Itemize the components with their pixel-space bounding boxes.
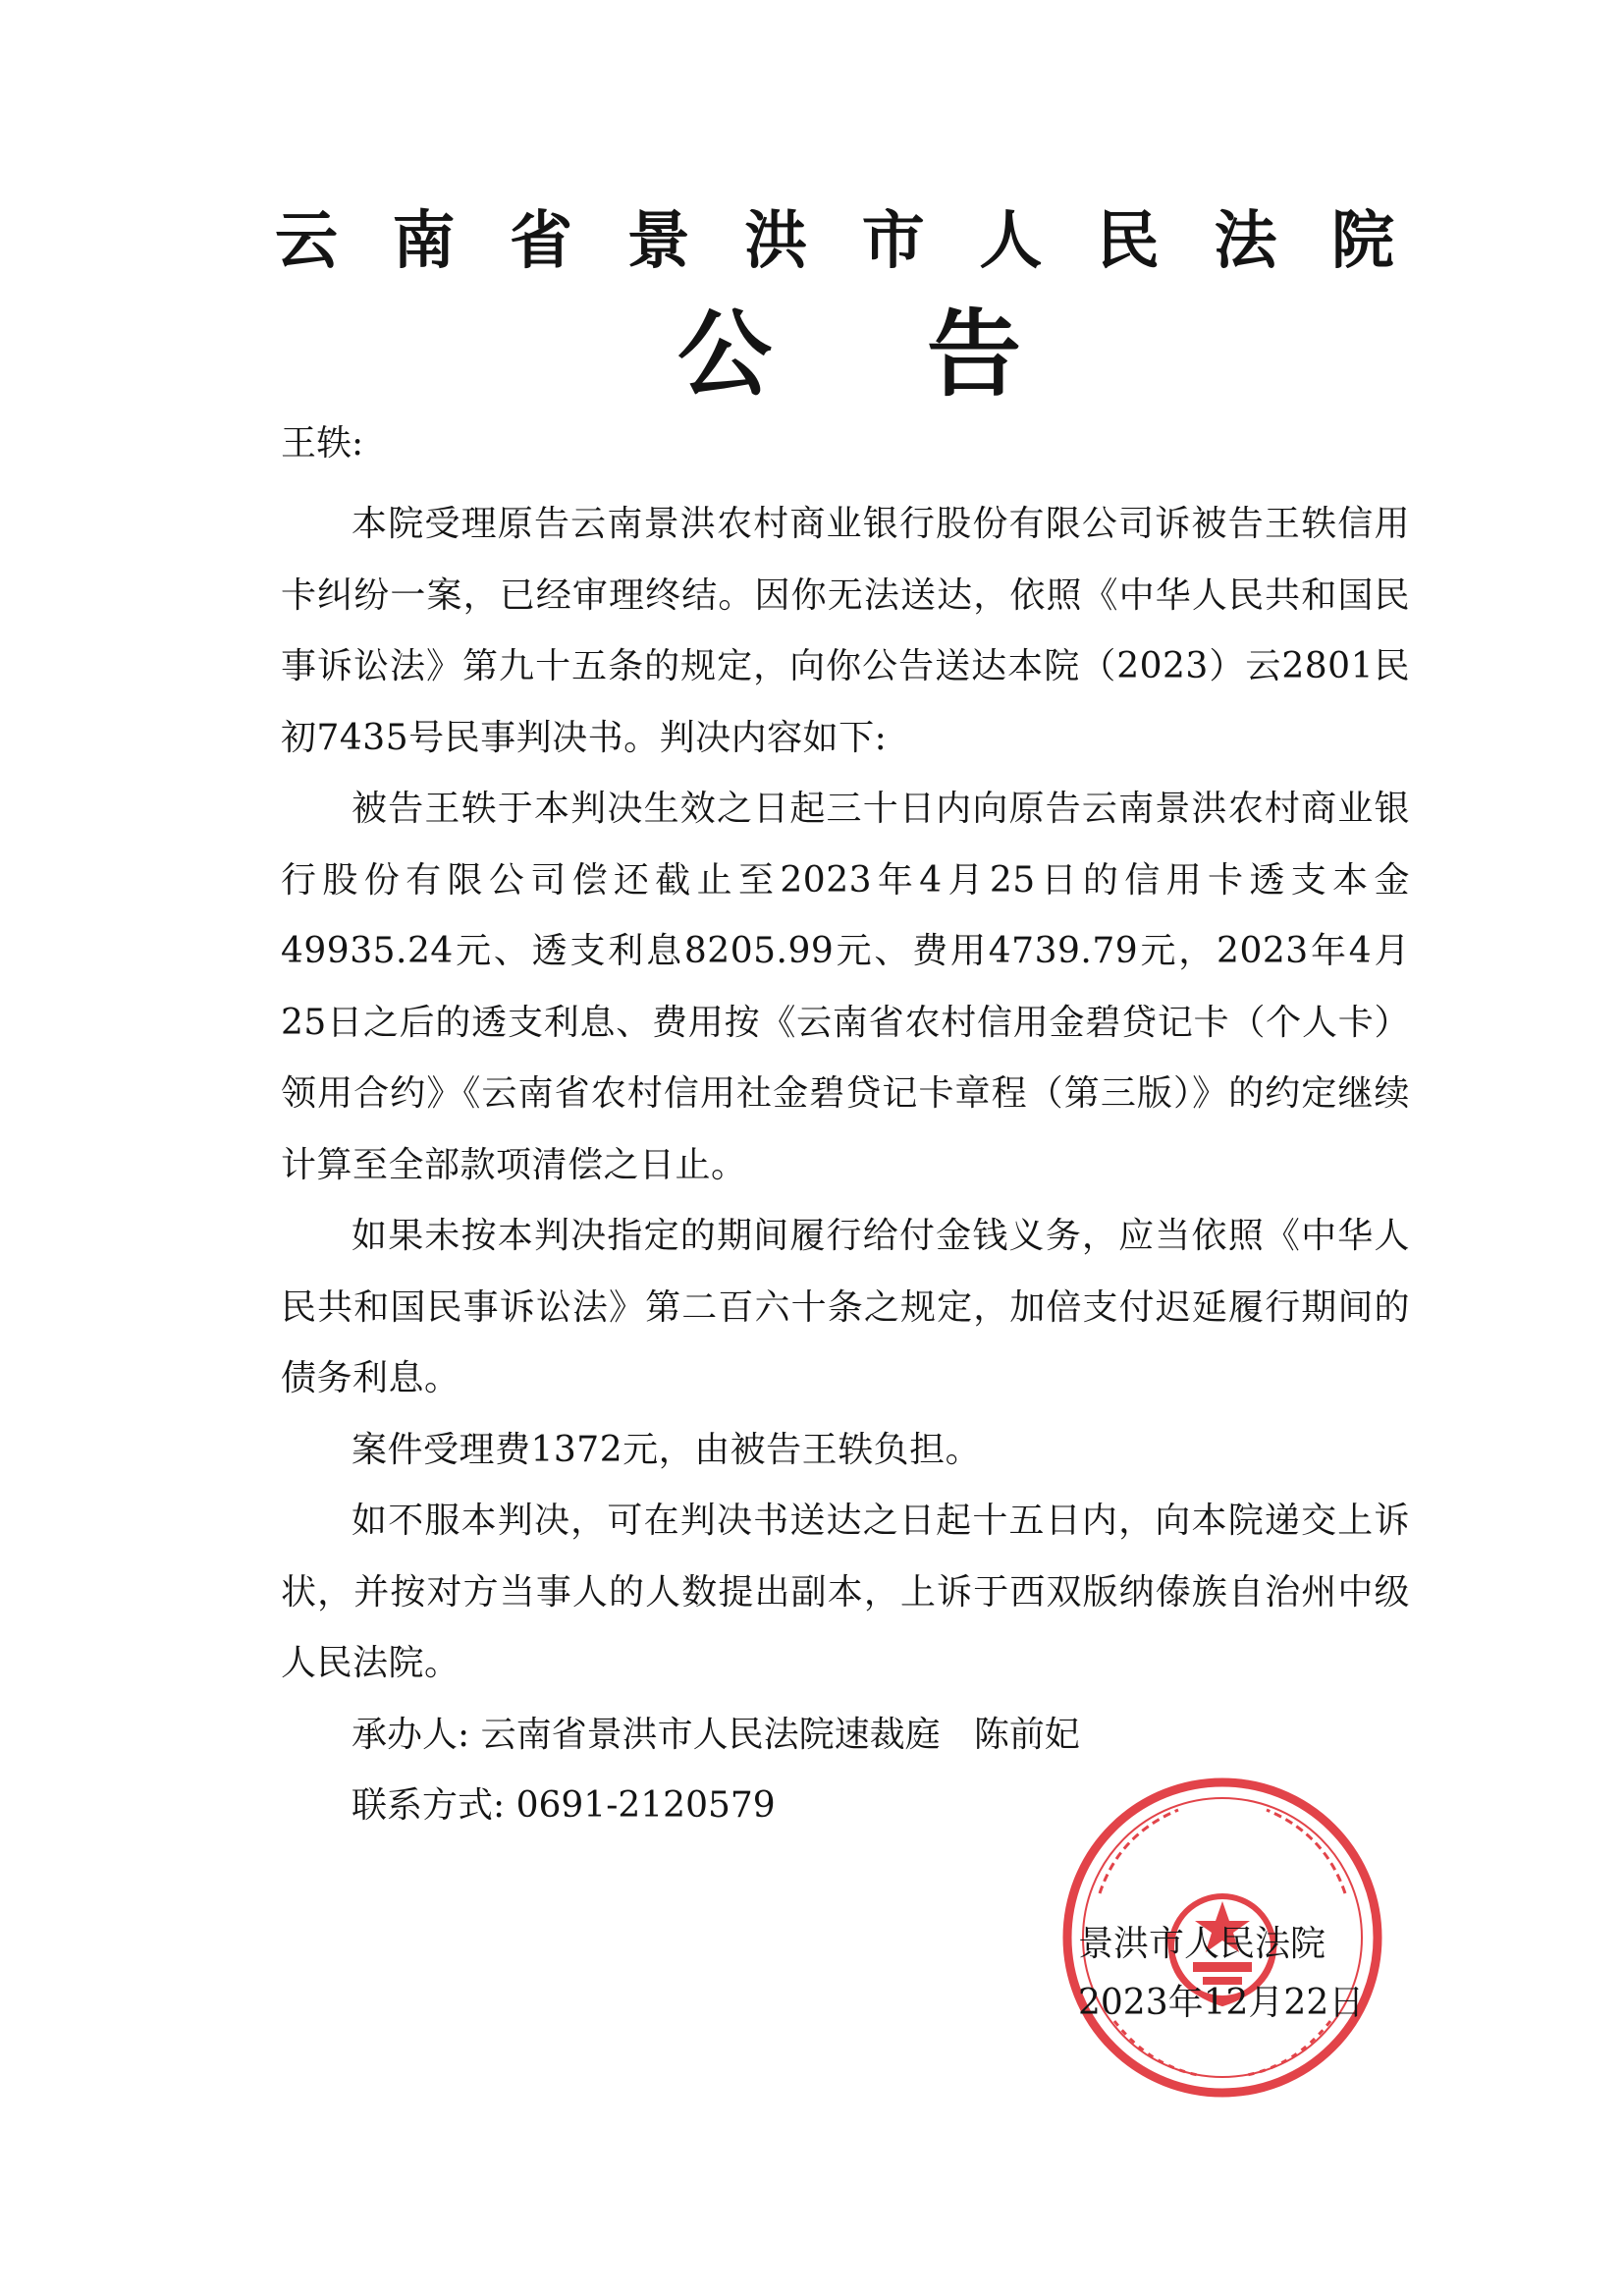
phone-line: 联系方式: 0691-2120579	[352, 1785, 776, 1826]
paragraph-judgment-content: 被告王轶于本判决生效之日起三十日内向原告云南景洪农村商业银行股份有限公司偿还截止至2023年4月25日的信用卡透支本金49935.24元、透支利息8205.99元、费用4739.79元，2023年4月25日之后的透支利息、费用按《云南省农村信用金碧贷记卡（个人卡）领用合约》《云南省农村信用社金碧贷记卡章程（第三版）》的约定继续计算至全部款项清偿之日止。	[281, 789, 1410, 1185]
document-type-heading: 公告	[677, 300, 1021, 410]
paragraph-case-fee: 案件受理费1372元，由被告王轶负担。	[352, 1429, 982, 1470]
announcement-body	[281, 489, 1410, 1842]
paragraph-late-interest: 如果未按本判决指定的期间履行给付金钱义务，应当依照《中华人民共和国民事诉讼法》第二百六十条之规定，加倍支付迟延履行期间的债务利息。	[281, 1216, 1410, 1398]
court-name-heading: 云南省景洪市人民法院	[275, 205, 1394, 278]
signature-date: 2023年12月22日	[1078, 1983, 1365, 2023]
handler-line: 承办人: 云南省景洪市人民法院速裁庭 陈前妃	[352, 1714, 1080, 1755]
signature-court: 景洪市人民法院	[1078, 1924, 1326, 1964]
paragraph-appeal-notice: 如不服本判决，可在判决书送达之日起十五日内，向本院递交上诉状，并按对方当事人的人数提出副本，上诉于西双版纳傣族自治州中级人民法院。	[281, 1501, 1410, 1683]
paragraph-service-notice: 本院受理原告云南景洪农村商业银行股份有限公司诉被告王轶信用卡纠纷一案，已经审理终结。因你无法送达，依照《中华人民共和国民事诉讼法》第九十五条的规定，向你公告送达本院（2023）云2801民初7435号民事判决书。判决内容如下:	[281, 504, 1410, 758]
signature-block	[1078, 1915, 1364, 2033]
addressee: 王轶:	[281, 423, 364, 464]
